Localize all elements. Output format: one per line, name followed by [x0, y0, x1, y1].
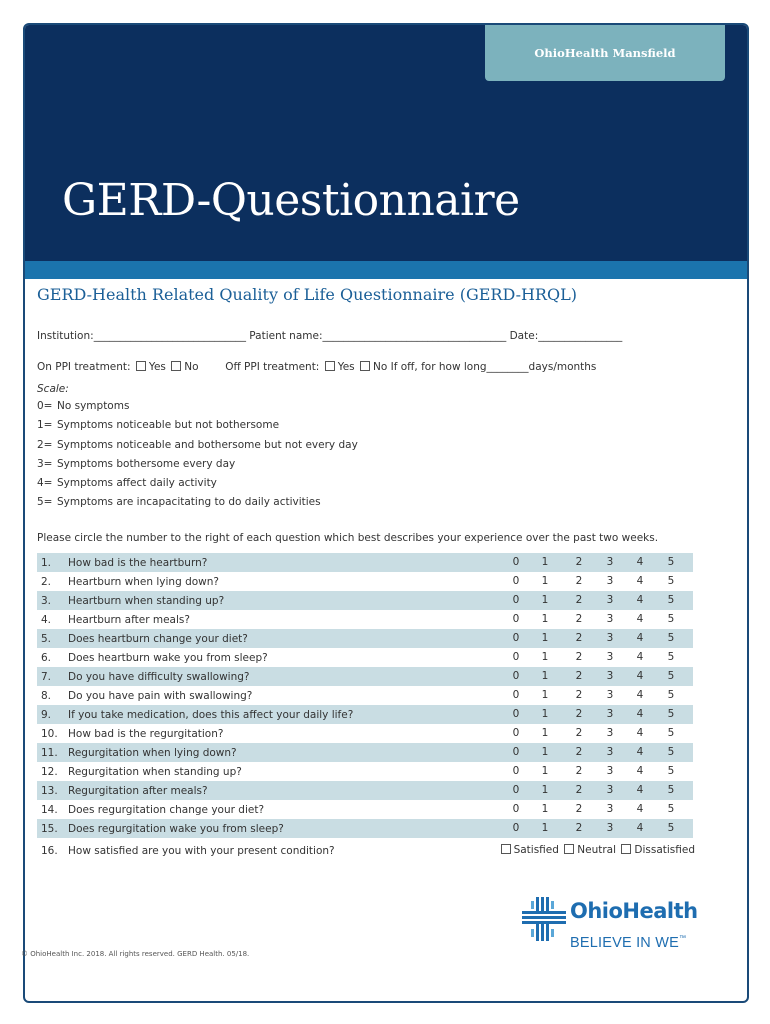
off-ppi-yes-checkbox[interactable] [325, 361, 335, 371]
score-option[interactable]: 4 [636, 632, 644, 644]
scale-item [37, 400, 358, 419]
score-option[interactable]: 0 [512, 594, 520, 606]
question-row [37, 667, 693, 686]
question-text: How bad is the heartburn? [68, 556, 208, 569]
score-option[interactable]: 0 [512, 556, 520, 568]
scale-number: 4= [37, 477, 53, 490]
question-text: Does heartburn wake you from sleep? [68, 651, 268, 664]
score-option[interactable]: 5 [667, 727, 675, 739]
question-row-16 [37, 840, 693, 862]
tagline-text: BELIEVE IN WE [570, 935, 679, 951]
question-number: 16. [41, 845, 58, 857]
score-option[interactable]: 2 [575, 670, 583, 682]
score-option[interactable]: 5 [667, 746, 675, 758]
score-option[interactable]: 1 [541, 670, 549, 682]
score-option[interactable]: 2 [575, 651, 583, 663]
score-option[interactable]: 5 [667, 613, 675, 625]
score-option[interactable]: 5 [667, 765, 675, 777]
score-option[interactable]: 3 [606, 689, 614, 701]
score-option[interactable]: 4 [636, 613, 644, 625]
question-row [37, 781, 693, 800]
score-option[interactable]: 2 [575, 746, 583, 758]
satisfied-label: Satisfied [513, 844, 559, 856]
scale-item [37, 477, 358, 496]
institution-field[interactable]: _____________________________ [93, 330, 246, 342]
score-option[interactable]: 0 [512, 803, 520, 815]
score-option[interactable]: 4 [636, 556, 644, 568]
scale-number: 1= [37, 419, 53, 432]
on-ppi-yes-checkbox[interactable] [136, 361, 146, 371]
copyright-footer: © OhioHealth Inc. 2018. All rights reserved. GERD Health. 05/18. [21, 950, 250, 958]
satisfaction-options [499, 844, 695, 856]
score-option[interactable]: 5 [667, 556, 675, 568]
question-text: Does heartburn change your diet? [68, 632, 248, 645]
question-row [37, 819, 693, 838]
score-option[interactable]: 3 [606, 594, 614, 606]
score-option[interactable]: 0 [512, 632, 520, 644]
score-option[interactable]: 1 [541, 556, 549, 568]
score-option[interactable]: 3 [606, 803, 614, 815]
score-option[interactable]: 2 [575, 784, 583, 796]
dissatisfied-checkbox[interactable] [621, 844, 631, 854]
question-number: 3. [41, 594, 52, 607]
info-line [37, 330, 622, 342]
question-number: 13. [41, 784, 58, 797]
score-option[interactable]: 5 [667, 784, 675, 796]
score-option[interactable]: 3 [606, 746, 614, 758]
score-option[interactable]: 3 [606, 575, 614, 587]
score-option[interactable]: 0 [512, 746, 520, 758]
score-option[interactable]: 4 [636, 822, 644, 834]
scale-text: Symptoms bothersome every day [57, 457, 236, 470]
question-text: Heartburn when standing up? [68, 594, 225, 607]
question-row [37, 705, 693, 724]
scale-item [37, 439, 358, 458]
score-option[interactable]: 1 [541, 708, 549, 720]
scale-text: Symptoms are incapacitating to do daily activities [57, 496, 321, 509]
question-number: 2. [41, 575, 52, 588]
score-option[interactable]: 4 [636, 765, 644, 777]
question-text: If you take medication, does this affect your daily life? [68, 708, 354, 721]
score-option[interactable]: 5 [667, 822, 675, 834]
score-option[interactable]: 1 [541, 822, 549, 834]
score-option[interactable]: 1 [541, 632, 549, 644]
score-option[interactable]: 0 [512, 822, 520, 834]
scale-text: Symptoms affect daily activity [57, 477, 217, 490]
score-option[interactable]: 4 [636, 727, 644, 739]
scale-number: 3= [37, 457, 53, 470]
question-number: 7. [41, 670, 52, 683]
score-option[interactable]: 2 [575, 594, 583, 606]
score-option[interactable]: 2 [575, 575, 583, 587]
score-option[interactable]: 5 [667, 594, 675, 606]
score-option[interactable]: 0 [512, 575, 520, 587]
score-option[interactable]: 4 [636, 803, 644, 815]
question-row [37, 629, 693, 648]
question-number: 6. [41, 651, 52, 664]
if-off-field[interactable]: ________ [486, 361, 529, 373]
question-number: 8. [41, 689, 52, 702]
score-option[interactable]: 2 [575, 803, 583, 815]
scale-item [37, 419, 358, 438]
question-row [37, 743, 693, 762]
score-option[interactable]: 0 [512, 613, 520, 625]
score-option[interactable]: 2 [575, 727, 583, 739]
header-stripe [25, 261, 747, 279]
score-option[interactable]: 1 [541, 765, 549, 777]
score-option[interactable]: 1 [541, 613, 549, 625]
score-option[interactable]: 1 [541, 746, 549, 758]
score-option[interactable]: 3 [606, 651, 614, 663]
neutral-checkbox[interactable] [564, 844, 574, 854]
score-option[interactable]: 2 [575, 556, 583, 568]
question-row [37, 800, 693, 819]
question-row [37, 724, 693, 743]
question-number: 15. [41, 822, 58, 835]
score-option[interactable]: 1 [541, 689, 549, 701]
score-option[interactable]: 1 [541, 651, 549, 663]
question-number: 9. [41, 708, 52, 721]
scale-text: No symptoms [57, 400, 130, 412]
score-option[interactable]: 5 [667, 651, 675, 663]
score-option[interactable]: 0 [512, 651, 520, 663]
location-tab: OhioHealth Mansfield [485, 25, 725, 81]
score-option[interactable]: 0 [512, 784, 520, 796]
logo-wordmark: OhioHealth [570, 899, 698, 923]
question-text: Do you have pain with swallowing? [68, 689, 253, 702]
score-option[interactable]: 2 [575, 613, 583, 625]
question-number: 11. [41, 746, 58, 759]
score-option[interactable]: 2 [575, 822, 583, 834]
score-option[interactable]: 2 [575, 765, 583, 777]
question-row [37, 572, 693, 591]
score-option[interactable]: 5 [667, 689, 675, 701]
cross-logo-icon [522, 897, 566, 941]
question-text: Regurgitation after meals? [68, 784, 208, 797]
score-option[interactable]: 4 [636, 670, 644, 682]
score-option[interactable]: 5 [667, 575, 675, 587]
score-option[interactable]: 2 [575, 708, 583, 720]
patient-name-label: Patient name: [249, 330, 323, 342]
score-option[interactable]: 0 [512, 708, 520, 720]
score-option[interactable]: 3 [606, 784, 614, 796]
question-row [37, 686, 693, 705]
score-option[interactable]: 5 [667, 708, 675, 720]
days-months-label: days/months [528, 361, 597, 373]
dissatisfied-label: Dissatisfied [634, 844, 695, 856]
off-ppi-label: Off PPI treatment: [225, 361, 320, 373]
header-banner [25, 25, 747, 261]
scale-item [37, 458, 358, 477]
question-number: 4. [41, 613, 52, 626]
on-ppi-no-checkbox[interactable] [171, 361, 181, 371]
neutral-label: Neutral [577, 844, 617, 856]
score-option[interactable]: 2 [575, 632, 583, 644]
question-number: 12. [41, 765, 58, 778]
score-option[interactable]: 0 [512, 727, 520, 739]
score-option[interactable]: 5 [667, 803, 675, 815]
score-option[interactable]: 0 [512, 689, 520, 701]
score-option[interactable]: 4 [636, 784, 644, 796]
scale-number: 5= [37, 496, 53, 509]
question-text: Heartburn after meals? [68, 613, 190, 626]
on-ppi-label: On PPI treatment: [37, 361, 131, 373]
question-number: 10. [41, 727, 58, 740]
score-option[interactable]: 3 [606, 632, 614, 644]
instruction-text: Please circle the number to the right of each question which best describes your experience over the past two weeks. [37, 532, 659, 544]
questionnaire-subtitle: GERD-Health Related Quality of Life Questionnaire (GERD-HRQL) [37, 285, 577, 304]
question-text: Does regurgitation wake you from sleep? [68, 822, 284, 835]
satisfied-checkbox[interactable] [501, 844, 511, 854]
date-field[interactable]: ________________ [538, 330, 623, 342]
score-option[interactable]: 3 [606, 670, 614, 682]
question-number: 1. [41, 556, 52, 569]
score-option[interactable]: 1 [541, 803, 549, 815]
on-ppi-yes-label: Yes [148, 361, 166, 373]
score-option[interactable]: 4 [636, 594, 644, 606]
score-option[interactable]: 2 [575, 689, 583, 701]
score-option[interactable]: 3 [606, 727, 614, 739]
score-option[interactable]: 1 [541, 594, 549, 606]
patient-name-field[interactable]: ___________________________________ [322, 330, 507, 342]
scale-number: 0= [37, 400, 53, 412]
trademark-symbol: ™ [678, 935, 687, 942]
question-text: Does regurgitation change your diet? [68, 803, 265, 816]
question-row [37, 762, 693, 781]
score-option[interactable]: 1 [541, 784, 549, 796]
score-option[interactable]: 1 [541, 727, 549, 739]
institution-label: Institution: [37, 330, 94, 342]
score-option[interactable]: 3 [606, 556, 614, 568]
score-option[interactable]: 5 [667, 632, 675, 644]
question-text: How bad is the regurgitation? [68, 727, 224, 740]
score-option[interactable]: 4 [636, 651, 644, 663]
ppi-line [37, 361, 596, 373]
score-option[interactable]: 3 [606, 613, 614, 625]
score-option[interactable]: 0 [512, 670, 520, 682]
off-ppi-no-checkbox[interactable] [360, 361, 370, 371]
score-option[interactable]: 4 [636, 575, 644, 587]
score-option[interactable]: 4 [636, 708, 644, 720]
score-option[interactable]: 0 [512, 765, 520, 777]
score-option[interactable]: 3 [606, 822, 614, 834]
off-ppi-yes-label: Yes [337, 361, 355, 373]
question-text: How satisfied are you with your present condition? [68, 845, 335, 857]
questions-table [37, 553, 693, 862]
question-number: 5. [41, 632, 52, 645]
if-off-label: If off, for how long [390, 361, 487, 373]
scale-item [37, 496, 358, 515]
question-text: Heartburn when lying down? [68, 575, 219, 588]
question-row [37, 610, 693, 629]
page-title: GERD-Questionnaire [62, 175, 520, 226]
scale-text: Symptoms noticeable but not bothersome [57, 419, 280, 432]
on-ppi-no-label: No [184, 361, 199, 373]
score-option[interactable]: 3 [606, 765, 614, 777]
question-number: 14. [41, 803, 58, 816]
score-option[interactable]: 5 [667, 670, 675, 682]
logo-tagline [570, 935, 686, 951]
scale-list [37, 400, 358, 516]
score-option[interactable]: 1 [541, 575, 549, 587]
question-text: Do you have difficulty swallowing? [68, 670, 250, 683]
date-label: Date: [509, 330, 539, 342]
question-row [37, 591, 693, 610]
score-option[interactable]: 3 [606, 708, 614, 720]
question-row [37, 648, 693, 667]
question-text: Regurgitation when lying down? [68, 746, 237, 759]
scale-number: 2= [37, 438, 53, 451]
score-option[interactable]: 4 [636, 689, 644, 701]
score-option[interactable]: 4 [636, 746, 644, 758]
scale-title: Scale: [37, 383, 69, 395]
question-text: Regurgitation when standing up? [68, 765, 242, 778]
off-ppi-no-label: No [373, 361, 388, 373]
ohiohealth-logo [522, 895, 702, 965]
question-row [37, 553, 693, 572]
scale-text: Symptoms noticeable and bothersome but not every day [57, 438, 358, 451]
